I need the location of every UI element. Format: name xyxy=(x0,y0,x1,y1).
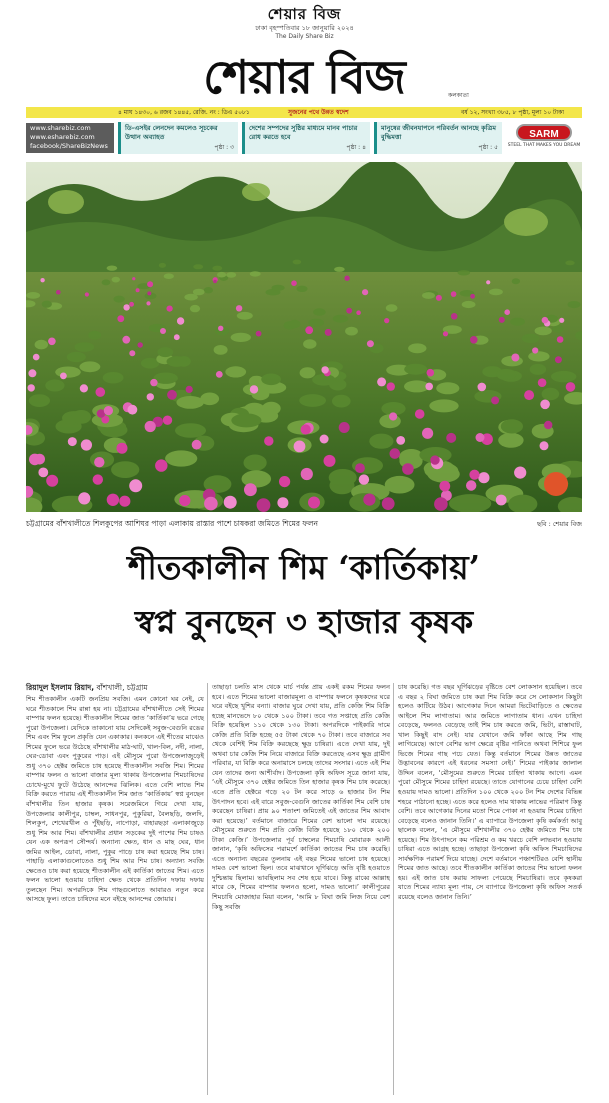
photo-caption xyxy=(26,517,582,531)
english-name: The Daily Share Biz xyxy=(275,33,334,40)
website-link-2[interactable]: www.esharebiz.com xyxy=(30,133,95,141)
issue-registration: ৪ মাঘ ১৪৩০, ৬ রজব ১৪৪৫, রেজি. নং : ডিএ ৫০৮১ xyxy=(118,109,250,116)
photo-credit: ছবি : শেয়ার বিজ xyxy=(537,520,582,528)
headline-line-2: স্বপ্ন বুনছেন ৩ হাজার কৃষক xyxy=(134,603,474,641)
teaser-2[interactable] xyxy=(242,122,370,154)
column-divider xyxy=(207,683,208,1095)
masthead-small-title: শেয়ার বিজ xyxy=(267,5,342,23)
teaser-text: ডি-এসইর লেনদেন কমলেও সূচকের উত্থান অব্যাহত xyxy=(125,124,218,141)
teaser-page: পৃষ্ঠা : ৪ xyxy=(346,144,366,151)
teaser-3[interactable] xyxy=(374,122,502,154)
byline-author: রিয়াদুল ইসলাম রিয়াদ, xyxy=(26,683,95,692)
article-column-2 xyxy=(212,683,390,912)
website-link-1[interactable]: www.sharebiz.com xyxy=(30,124,91,132)
article-text: চাষ করেছি। গত বছর ঘূর্ণিঝড়ের বৃষ্টিতে বেশ লোকসান হয়েছিল। তবে এ বছর ২ বিঘা জমিতে চাষ করা শিম বিক্রি করে সে লোকসান কিছুটা হলেও কাটিয়ে উঠব। আগেকার দিনে আমরা ভিটেবাড়িতে ও ক্ষেতের আইলে শিম লাগাতাম। আর জমিতে লাগাতাম ধান। এখন চাহিদা বেড়েছে, ফলনও বেড়েছে তাই শিম চাষ করতে জমি, ভিটা, রাস্তাঘাট, খাল কিছুই বাদ নেই। যার যেখানে জমি ফাঁকা আছে শিম গাছ লাগিয়েছে। আগে বেশির ভাগ ক্ষেত্রে বৃষ্টির পানিতে অথবা শিশিরে ফুল ভিজে শিমের গাছ পচে যেত। কিন্তু বর্তমানে শিমের উন্নত জাতের উদ্ভাবনের কারণে এই ধরনের সমস্যা নেই।’ শিমের পাইকার জালাল উদ্দিন বলেন, ‘মৌসুমের শুরুতে শিমের চাহিদা থাকায় আগে। এমন পুরো মৌসুমে শিমের চাহিদা রয়েছে। তাতে যোগানের চেয়ে চাহিদা বেশি হওয়ায় দামও ভালো। প্রতিদিন ১০০ থেকে ২০০ টন শিম দেশের বিভিন্ন শহরে পাঠানো হচ্ছে। এতে করে হলেও দাম থাকায় লাভের পরিমাণ কিন্তু বেশি। তবে আগেকার দিনের মতো শিমে পোকা না হওয়ায় শিমের চাহিদা বেড়েছে বলেও জানান তিনি।’ এ ব্যাপারে উপজেলা কৃষি কর্মকর্তা আবু ছালেক বলেন, ‘এ মৌসুমে বাঁশখালীর ৩৭০ হেক্টর জমিতে শিম চাষ হয়েছে। শিম উৎপাদনে কম পরিশ্রম ও কম খরচে বেশি লাভবান হওয়ায় চাষিরা এতে আগ্রহ হচ্ছে। তাছাড়া উপজেলা কৃষি অফিস শিমচাষিদের সার্বক্ষণিক পরামর্শ দিয়ে যাচ্ছে। দেশে বর্তমানে পঞ্চাশটিরও বেশি স্থানীয় শিমের জাত আছে। তবে শীতকালীন কার্তিকা জাতের শিম ভালো ফলন হয়। এই জাত চাষ করায় সাফল্য পেয়েছে শিমচাষিরা। তবে কৃষকরা যাতে শিমের ন্যায্য মূল্য পায়, সে ব্যাপারে উপজেলা কৃষি অফিস সতর্ক রয়েছে বলেও জানান তিনি।’ xyxy=(398,683,582,902)
teaser-page: পৃষ্ঠা : ৫ xyxy=(478,144,498,151)
article-text: শিম শীতকালীন একটি জনপ্রিয় সবজি। এমন কোনো ঘর নেই, যে ঘরে শীতকালে শিম রান্না হয় না। চট্টগ্রামের বাঁশখালীতে সেই শিমের বাম্পার ফলন হয়েছে। শীতকালীন শিমের জাত ‘কার্তিকা’য় ভরে গেছে পুরো উপজেলা। যেদিকে তাকানো যায় সেদিকেই সবুজ-বেগুনি রঙের শিম এবং শিম ফুলে প্রকৃতি যেন একাকার। কনকনে এই শীতের মাঝেও শিমের ফুলে ভরে উঠেছে বাঁশখালীর মাঠ-ঘাট, খাল-বিল, নদী, নালা, ঘের-ডোবা এবং পুকুরের পাড়। এই মৌসুমে পুরো উপজেলাজুড়েই শুধু ৩৭০ হেক্টর জমিতে চাষ হয়েছে শীতকালীন সবজি শিম। শিমের বাম্পার ফলন ও ভালো বাজার মূল্য থাকায় উপজেলার শিমচাষিদের চোখে-মুখে ফুটে উঠেছে আনন্দের ঝিলিক। এতে বেশি লাভে শিম বিক্রি করতে পারায় এই শীতকালীন শিম জাত ‘কার্তিকায়’ স্বপ্ন বুনছেন বাঁশখালীর তিন হাজার কৃষক। সরেজমিনে গিয়ে দেখা যায়, উপজেলার কালীপুর, চাম্বল, সাধনপুর, পুকুরিয়া, বৈলছড়ি, জলদি, শিলকুপ, শেখেরখীল ও পুঁইছড়ি, নাপোড়া, বাহারছড়া এলাকাজুড়ে শুধু শিম আর শিম। বাঁশখালীর প্রধান সড়কের দুই পাশের শিম চাষও যেন এক অপরূপ সৌন্দর্য। অন্যান্য ক্ষেত, ধান ও মাছ ঘের, ধান জমির আইল, ডোবা, নালা, পুকুর পাড়ে চাষ করা হয়েছে শিম চাষ। পাহাড়ি এলাকাগুলোতেও শুধু শিম আর শিম চাষ। অন্যান্য সবজি ক্ষেতেও চাষ করা হয়েছে শীতকালীন এই কার্তিকা জাতের শিম। এতে ফলন ভালো হওয়ায় চাহিদা ক্ষেত থেকে প্রতিদিন দফায় দফায় তুলছেন শিম। অপরদিকে শিম গাছগুলোতে আবারও নতুন করে আসছে ফুল। তাতে চাষিদের মনে বইছে আনন্দের জোয়ার। xyxy=(26,695,204,904)
article-text: তাছাড়া চলতি মাস থেকে মার্চ পর্যন্ত প্রায় একই রকম শিমের ফলন হবে। এতে শিমের ভালো বাজারমূল্য ও বাম্পার ফলনে কৃষকদের ঘরে ঘরে বইছে খুশির বন্যা। বাজার ঘুরে দেখা যায়, প্রতি কেজি শিম বিক্রি হচ্ছে মানভেদে ৮০ থেকে ১০০ টাকা। তবে গত সপ্তাহে প্রতি কেজি বিক্রি হয়েছিল ১১০ থেকে ১৩০ টাকা। অপরদিকে পাইকারি দামে কেজি প্রতি বিক্রি হচ্ছে ৫৫ টাকা থেকে ৭০ টাকা। তবে বাজারে সব থেকে বেশিই শিম বিক্রি করছেছে ক্ষুদ্র চাষিরা। এতে দেখা যায়, দুই অথবা চার কেজি শিম নিয়ে বাজারে বিক্রি করতেছে এসব ক্ষুদ্র গ্রামীণ পরিবার, যা বিক্রি করে অনায়াসে চলছে তাদের সংসার। এতে এই শিম যেন তাদের জন্য আশীর্বাদ। উপজেলা কৃষি অফিস সূত্রে জানা যায়, ‘এই মৌসুমে ৩৭০ হেক্টর জমিতে তিন হাজার কৃষক শিম চাষ করেছে। এতে প্রতি হেক্টরে গড়ে ২০ টন করে সাড়ে ৬ হাজার টন শিম উৎপাদন হবে। এই বারে সবুজ-বেগুনি জাতের কার্তিকা শিম বেশি চাষ করেছেন চাষিরা। প্রায় ৯০ শতাংশ জমিতেই এই জাতের শিম আবাদ করা হয়েছে।’ বর্তমানে বাজারে শিমের বেশ ভালো দাম রয়েছে। মৌসুমের শুরুতে শিম প্রতি কেজি বিক্রি হয়েছে ১৮০ থেকে ২০০ টাকা কেজি।’ উপজেলার পূর্ব চাম্বলের শিমচাষি মোবারক আলী জানান, ‘কৃষি অফিসের পরামর্শে কার্তিকা জাতের শিম চাষ করেছি। এতে অন্যান্য বছরের তুলনায় এই বছর শিমের ভালো চাষ হয়েছে। দামও বেশ ভালো ছিল। তবে মাঝখানে ঘূর্ণিঝড়ে অতি বৃষ্টি হওয়াতে দুশ্চিন্তায় ছিলাম। ভাবছিলাম সব শেষ হয়ে যাবে। কিন্তু রাব্বে আল্লাহ মারে কে, শিমের বাম্পার ফলনও হলো, দামও ভালো।’ কালীপুরের শিমচাষি মোজাহার মিয়া বলেন, ‘আমি ৮ বিঘা জমি লিজ নিয়ে বেশ কিছু সবজি xyxy=(212,683,390,911)
website-links xyxy=(26,123,114,153)
teaser-page: পৃষ্ঠা : ৩ xyxy=(214,144,234,151)
newspaper-masthead: শেয়ার বিজ xyxy=(203,50,405,104)
masthead-top xyxy=(0,0,609,52)
sarm-advert[interactable] xyxy=(506,122,582,154)
headline xyxy=(26,540,582,648)
article-column-3 xyxy=(398,683,582,903)
teaser-strip xyxy=(26,122,582,154)
facebook-link[interactable]: facebook/ShareBizNews xyxy=(30,142,108,150)
teaser-1[interactable] xyxy=(118,122,238,154)
teaser-text: মানুষের জীবনযাপনে পরিবর্তন আনছে কৃত্রিম বুদ্ধিমত্তা xyxy=(381,124,496,141)
sarm-logo: SARM xyxy=(516,124,572,141)
bean-field-illustration xyxy=(26,162,582,512)
issue-volume-price: বর্ষ ১২, সংখ্যা ৩৮৫, ৮ পৃষ্ঠা, মূল্য ১০ টাকা xyxy=(461,109,564,116)
headline-line-1: শীতকালীন শিম ‘কার্তিকায়’ xyxy=(127,548,481,587)
masthead-subtitle: কলকাতা xyxy=(448,92,469,99)
article-column-1 xyxy=(26,695,204,905)
issue-info-bar xyxy=(26,107,582,118)
lead-photo xyxy=(26,162,582,512)
caption-text: চট্টগ্রামের বাঁশখালীতে শিলকুপের আশিঘর পাড়া এলাকায় রাস্তার পাশে চাষকরা জমিতে শিমের ফলন xyxy=(26,519,318,528)
issue-date-line: ঢাকা বৃহস্পতিবার ১৮ জানুয়ারি ২০২৪ xyxy=(255,24,354,32)
column-divider xyxy=(393,683,394,1095)
sarm-tagline: STEEL THAT MAKES YOU DREAM xyxy=(507,143,581,148)
byline-location: বাঁশখালী, চট্টগ্রাম xyxy=(94,683,148,692)
teaser-text: দেশের সম্পদের সুষ্ঠির মাধ্যমে মানব পাচার রোধ করতে হবে xyxy=(249,124,358,141)
byline xyxy=(26,683,148,695)
slogan: সুজনের পথে উন্নত স্বদেশ xyxy=(288,109,349,116)
